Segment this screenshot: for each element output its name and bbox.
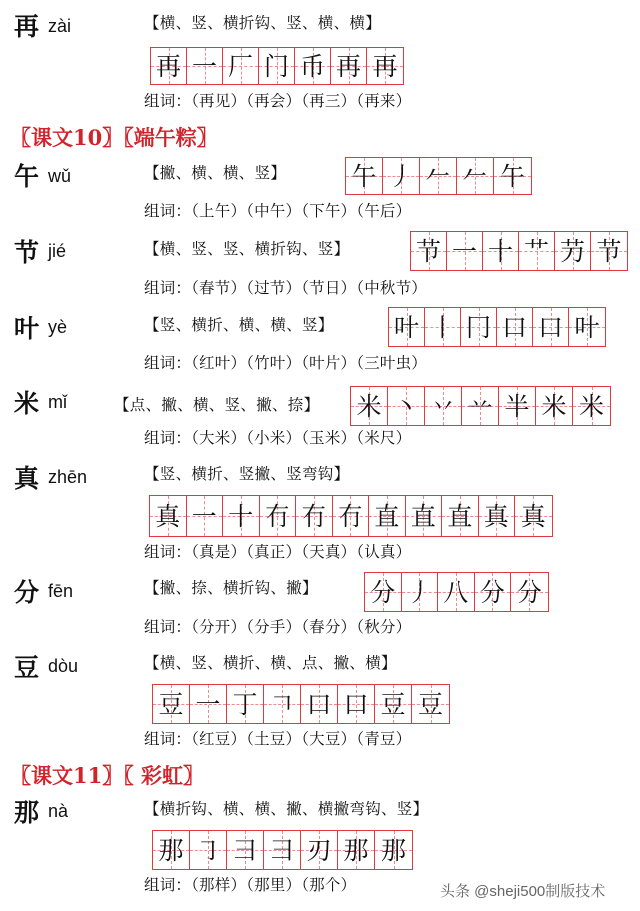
- word-list: 组词：（上午）（中午）（下午）（午后）: [144, 202, 412, 220]
- grid-cell: [536, 387, 573, 425]
- grid-stroke-char: 丁: [232, 689, 258, 719]
- stroke-grid: [364, 572, 549, 612]
- grid-cell: [259, 48, 295, 84]
- grid-stroke-char: 分: [370, 577, 396, 607]
- grid-cell: [402, 573, 439, 611]
- grid-stroke-char: 直: [447, 501, 473, 531]
- grid-cell: [153, 831, 190, 869]
- grid-stroke-char: 再: [372, 51, 398, 81]
- grid-cell: [223, 48, 259, 84]
- grid-stroke-char: 米: [541, 391, 567, 421]
- grid-stroke-char: 丿: [388, 161, 414, 191]
- grid-cell: [406, 496, 443, 536]
- entry-pinyin: wǔ: [48, 166, 72, 186]
- grid-stroke-char: 口: [537, 312, 563, 342]
- grid-cell: [515, 496, 552, 536]
- grid-cell: [519, 232, 555, 270]
- grid-cell: [223, 496, 260, 536]
- grid-cell: [264, 685, 301, 723]
- entry-character: 午: [14, 162, 40, 191]
- grid-stroke-char: 一: [195, 689, 221, 719]
- stroke-order-text: 【撇、捺、横折钩、撇】: [144, 579, 318, 597]
- entry-character: 那: [14, 798, 40, 827]
- grid-cell: [569, 308, 605, 346]
- grid-cell: [412, 685, 449, 723]
- grid-cell: [497, 308, 533, 346]
- grid-stroke-char: 分: [516, 577, 542, 607]
- watermark: 头条 @sheji500制版技术: [440, 883, 606, 900]
- grid-stroke-char: 真: [520, 501, 546, 531]
- grid-cell: [333, 496, 370, 536]
- grid-stroke-char: 冇: [301, 501, 327, 531]
- grid-cell: [442, 496, 479, 536]
- grid-cell: [388, 387, 425, 425]
- grid-stroke-char: 真: [483, 501, 509, 531]
- grid-stroke-char: 叶: [574, 312, 600, 342]
- grid-cell: [338, 685, 375, 723]
- entry-pinyin: nà: [48, 801, 69, 821]
- grid-stroke-char: 刃: [306, 835, 332, 865]
- grid-stroke-char: 口: [343, 689, 369, 719]
- grid-stroke-char: 一: [191, 501, 217, 531]
- entry-pinyin: zhēn: [48, 467, 88, 487]
- grid-stroke-char: 𠂉: [462, 161, 488, 191]
- grid-stroke-char: 艹: [523, 236, 549, 266]
- grid-cell: [475, 573, 512, 611]
- grid-stroke-char: 再: [155, 51, 181, 81]
- grid-cell: [555, 232, 591, 270]
- grid-stroke-char: 一: [191, 51, 217, 81]
- grid-cell: [190, 685, 227, 723]
- grid-cell: [301, 685, 338, 723]
- grid-stroke-char: 半: [504, 391, 530, 421]
- word-list: 组词：（春节）（过节）（节日）（中秋节）: [144, 279, 428, 297]
- grid-cell: [420, 158, 457, 194]
- grid-stroke-char: 一: [451, 236, 477, 266]
- stroke-order-text: 【横、竖、横折、横、点、撇、横】: [144, 654, 397, 672]
- grid-cell: [483, 232, 519, 270]
- entry-character: 分: [14, 578, 40, 607]
- grid-cell: [338, 831, 375, 869]
- entry-pinyin: yè: [48, 317, 68, 337]
- grid-cell: [389, 308, 425, 346]
- word-list: 组词：（那样）（那里）（那个）: [144, 876, 357, 894]
- grid-cell: [425, 387, 462, 425]
- grid-cell: [369, 496, 406, 536]
- grid-cell: [367, 48, 403, 84]
- grid-stroke-char: ㇆: [195, 835, 221, 865]
- grid-cell: [301, 831, 338, 869]
- grid-stroke-char: 十: [487, 236, 513, 266]
- grid-cell: [264, 831, 301, 869]
- stroke-order-text: 【撇、横、横、竖】: [144, 164, 287, 182]
- grid-stroke-char: 彐: [269, 835, 295, 865]
- word-list: 组词：（真是）（真正）（天真）（认真）: [144, 543, 412, 561]
- grid-stroke-char: 直: [410, 501, 436, 531]
- grid-stroke-char: 米: [356, 391, 382, 421]
- stroke-grid: [345, 157, 532, 195]
- grid-cell: [151, 48, 187, 84]
- grid-stroke-char: 冂: [465, 312, 491, 342]
- grid-cell: [438, 573, 475, 611]
- stroke-grid: [410, 231, 628, 271]
- grid-stroke-char: 米: [578, 391, 604, 421]
- grid-stroke-char: 䒑: [467, 391, 493, 421]
- word-list: 组词：（红叶）（竹叶）（叶片）（三叶虫）: [144, 354, 428, 372]
- grid-cell: [295, 48, 331, 84]
- grid-stroke-char: 八: [443, 577, 469, 607]
- stroke-order-text: 【横折钩、横、横、撇、横撇弯钩、竖】: [144, 800, 429, 818]
- grid-stroke-char: 那: [380, 835, 406, 865]
- grid-cell: [447, 232, 483, 270]
- grid-cell: [150, 496, 187, 536]
- grid-stroke-char: 𠃍: [269, 689, 295, 719]
- grid-cell: [457, 158, 494, 194]
- grid-cell: [479, 496, 516, 536]
- grid-stroke-char: 真: [155, 501, 181, 531]
- grid-stroke-char: 芀: [559, 236, 585, 266]
- grid-cell: [591, 232, 627, 270]
- grid-stroke-char: 豆: [417, 689, 443, 719]
- grid-cell: [375, 685, 412, 723]
- grid-cell: [187, 48, 223, 84]
- entry-character: 再: [14, 12, 40, 41]
- grid-stroke-char: 分: [479, 577, 505, 607]
- grid-stroke-char: 节: [415, 236, 441, 266]
- grid-cell: [227, 685, 264, 723]
- stroke-grid: [350, 386, 611, 426]
- stroke-grid: [152, 830, 413, 870]
- grid-cell: [227, 831, 264, 869]
- grid-stroke-char: 彐: [232, 835, 258, 865]
- grid-stroke-char: 𠂉: [425, 161, 451, 191]
- grid-stroke-char: 再: [335, 51, 361, 81]
- entry-pinyin: dòu: [48, 656, 79, 676]
- grid-stroke-char: 那: [343, 835, 369, 865]
- grid-cell: [461, 308, 497, 346]
- grid-cell: [365, 573, 402, 611]
- grid-cell: [573, 387, 610, 425]
- grid-cell: [296, 496, 333, 536]
- lesson-heading: 〖课文10〗〖端午粽〗: [10, 125, 218, 150]
- grid-cell: [351, 387, 388, 425]
- stroke-grid: [152, 684, 450, 724]
- entry-pinyin: fēn: [48, 581, 74, 601]
- stroke-grid: [149, 495, 553, 537]
- grid-stroke-char: 丶: [393, 391, 419, 421]
- grid-stroke-char: 丷: [430, 391, 456, 421]
- grid-stroke-char: 丨: [429, 312, 455, 342]
- grid-cell: [190, 831, 227, 869]
- stroke-order-text: 【竖、横折、横、横、竖】: [144, 316, 334, 334]
- word-list: 组词：（红豆）（土豆）（大豆）（青豆）: [144, 730, 412, 748]
- grid-cell: [346, 158, 383, 194]
- grid-stroke-char: 口: [306, 689, 332, 719]
- grid-cell: [383, 158, 420, 194]
- grid-stroke-char: 口: [501, 312, 527, 342]
- grid-cell: [425, 308, 461, 346]
- entry-pinyin: mǐ: [48, 392, 67, 412]
- stroke-grid: [388, 307, 606, 347]
- stroke-grid: [150, 47, 404, 85]
- entry-pinyin: jié: [48, 241, 67, 261]
- grid-stroke-char: 冇: [264, 501, 290, 531]
- word-list: 组词：（大米）（小米）（玉米）（米尺）: [144, 429, 412, 447]
- grid-stroke-char: 午: [499, 161, 525, 191]
- grid-stroke-char: 叶: [393, 312, 419, 342]
- grid-stroke-char: 豆: [158, 689, 184, 719]
- lesson-heading: 〖课文11〗〖 彩虹〗: [10, 763, 205, 788]
- word-list: 组词：（分开）（分手）（春分）（秋分）: [144, 618, 412, 636]
- grid-cell: [499, 387, 536, 425]
- grid-stroke-char: 厂: [227, 51, 253, 81]
- stroke-order-text: 【点、撇、横、竖、撇、捺】: [114, 396, 320, 414]
- stroke-order-text: 【竖、横折、竖撇、竖弯钩】: [144, 465, 350, 483]
- grid-cell: [533, 308, 569, 346]
- grid-stroke-char: 那: [158, 835, 184, 865]
- grid-stroke-char: 午: [351, 161, 377, 191]
- grid-cell: [494, 158, 531, 194]
- grid-cell: [260, 496, 297, 536]
- entry-character: 真: [14, 464, 40, 493]
- grid-stroke-char: 节: [596, 236, 622, 266]
- stroke-order-text: 【横、竖、竖、横折钩、竖】: [144, 240, 350, 258]
- entry-character: 豆: [14, 653, 40, 682]
- stroke-order-text: 【横、竖、横折钩、竖、横、横】: [144, 14, 382, 32]
- entry-character: 节: [14, 238, 40, 267]
- grid-cell: [462, 387, 499, 425]
- grid-stroke-char: 冇: [337, 501, 363, 531]
- grid-cell: [153, 685, 190, 723]
- word-list: 组词：（再见）（再会）（再三）（再来）: [144, 92, 412, 110]
- grid-cell: [511, 573, 548, 611]
- grid-stroke-char: 直: [374, 501, 400, 531]
- grid-cell: [331, 48, 367, 84]
- entry-pinyin: zài: [48, 16, 72, 36]
- grid-cell: [187, 496, 224, 536]
- grid-stroke-char: 币: [299, 51, 325, 81]
- grid-cell: [375, 831, 412, 869]
- grid-stroke-char: 门: [263, 51, 289, 81]
- grid-stroke-char: 豆: [380, 689, 406, 719]
- grid-cell: [411, 232, 447, 270]
- grid-stroke-char: 十: [228, 501, 254, 531]
- entry-character: 叶: [14, 314, 40, 343]
- grid-stroke-char: 丿: [406, 577, 432, 607]
- entry-character: 米: [14, 389, 40, 418]
